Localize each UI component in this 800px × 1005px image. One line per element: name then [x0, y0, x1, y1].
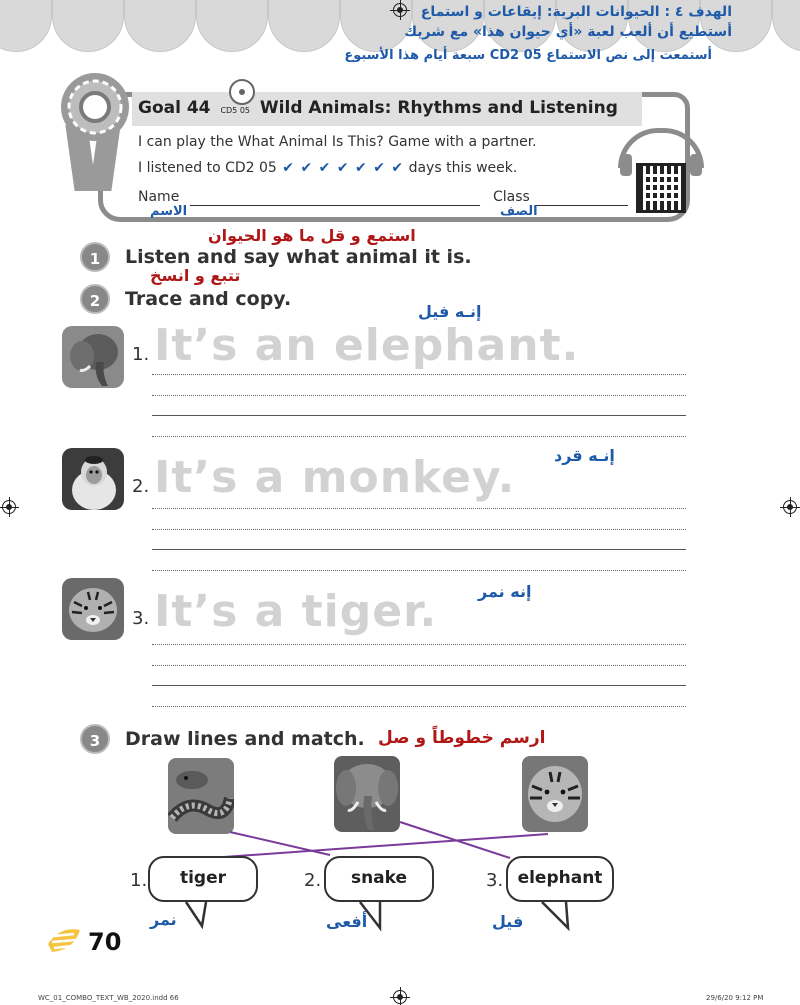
goal-label: Goal 44 [138, 98, 211, 118]
match2-number: 2. [304, 870, 322, 891]
step1-instruction: Listen and say what animal it is. [125, 246, 472, 268]
class-label: Class [493, 189, 530, 205]
step2-number: 2 [80, 284, 110, 314]
step2-instruction: Trace and copy. [125, 288, 292, 310]
check-icon: ✔ [373, 160, 385, 176]
days-suffix: days this week. [408, 160, 518, 176]
item1-trace-sentence: It’s an elephant. [154, 320, 580, 371]
item2-trace-sentence: It’s a monkey. [154, 452, 516, 503]
step1-number: 1 [80, 242, 110, 272]
step3-instruction: Draw lines and match. [125, 728, 365, 750]
match3-number: 3. [486, 870, 504, 891]
check-icon: ✔ [336, 160, 349, 176]
item1-number: 1. [132, 344, 150, 365]
name-arabic: الاسم [150, 204, 188, 219]
registration-mark-icon [393, 990, 407, 1004]
item2-number: 2. [132, 476, 150, 497]
bee-logo-icon [44, 922, 84, 956]
item3-trace-sentence: It’s a tiger. [154, 586, 438, 637]
bubble-tail-icon [542, 902, 568, 928]
check-icon: ✔ [282, 160, 294, 176]
cd-tag: CD5 05 [220, 106, 250, 115]
check-icon: ✔ [355, 160, 367, 176]
match1-number: 1. [130, 870, 148, 891]
step2-arabic: تتبع و انسخ [150, 266, 241, 285]
word-bubble-tiger[interactable]: tiger [148, 856, 258, 902]
check-icon: ✔ [318, 160, 331, 176]
footer-timestamp: 29/6/20 9:12 PM [706, 994, 764, 1002]
word-bubble-snake[interactable]: snake [324, 856, 434, 902]
goal-title-text: Wild Animals: Rhythms and Listening [259, 98, 618, 118]
listened-prefix: I listened to CD2 05 [138, 160, 277, 176]
bubble-tail-icon [186, 902, 206, 926]
step3-arabic: ارسم خطوطاً و صل [378, 728, 546, 748]
class-arabic: الصف [500, 204, 538, 219]
item3-number: 3. [132, 608, 150, 629]
word-bubble-elephant[interactable]: elephant [506, 856, 614, 902]
item1-arabic: إنـه فيل [418, 302, 482, 321]
match-line-snake [230, 832, 330, 855]
step3-number: 3 [80, 724, 110, 754]
check-icon: ✔ [391, 160, 404, 176]
name-label: Name [138, 189, 180, 205]
match1-arabic: نمر [150, 910, 177, 929]
arabic-listened: أستمعت إلى نص الاستماع CD2 05 سبعة أيام هذا الأسبوع [344, 48, 712, 63]
arabic-goal-heading: الهدف ٤ : الحيوانات البرية: إيقاعات و استماع [420, 4, 732, 20]
can-play-text: I can play the What Animal Is This? Game with a partner. [138, 134, 537, 150]
item2-arabic: إنـه قرد [554, 446, 615, 465]
match-line-elephant [400, 822, 510, 858]
arabic-can-play: أستطيع أن ألعب لعبة «أي حيوان هذا» مع شريك [404, 24, 732, 40]
footer-file-name: WC_01_COMBO_TEXT_WB_2020.indd 66 [38, 994, 179, 1002]
step1-arabic: استمع و قل ما هو الحيوان [208, 226, 416, 245]
page-number: 70 [88, 928, 122, 956]
match3-arabic: فيل [492, 912, 524, 931]
check-icon: ✔ [300, 160, 313, 176]
match2-arabic: أفعى [326, 912, 368, 931]
item3-arabic: إنه نمر [478, 582, 532, 601]
